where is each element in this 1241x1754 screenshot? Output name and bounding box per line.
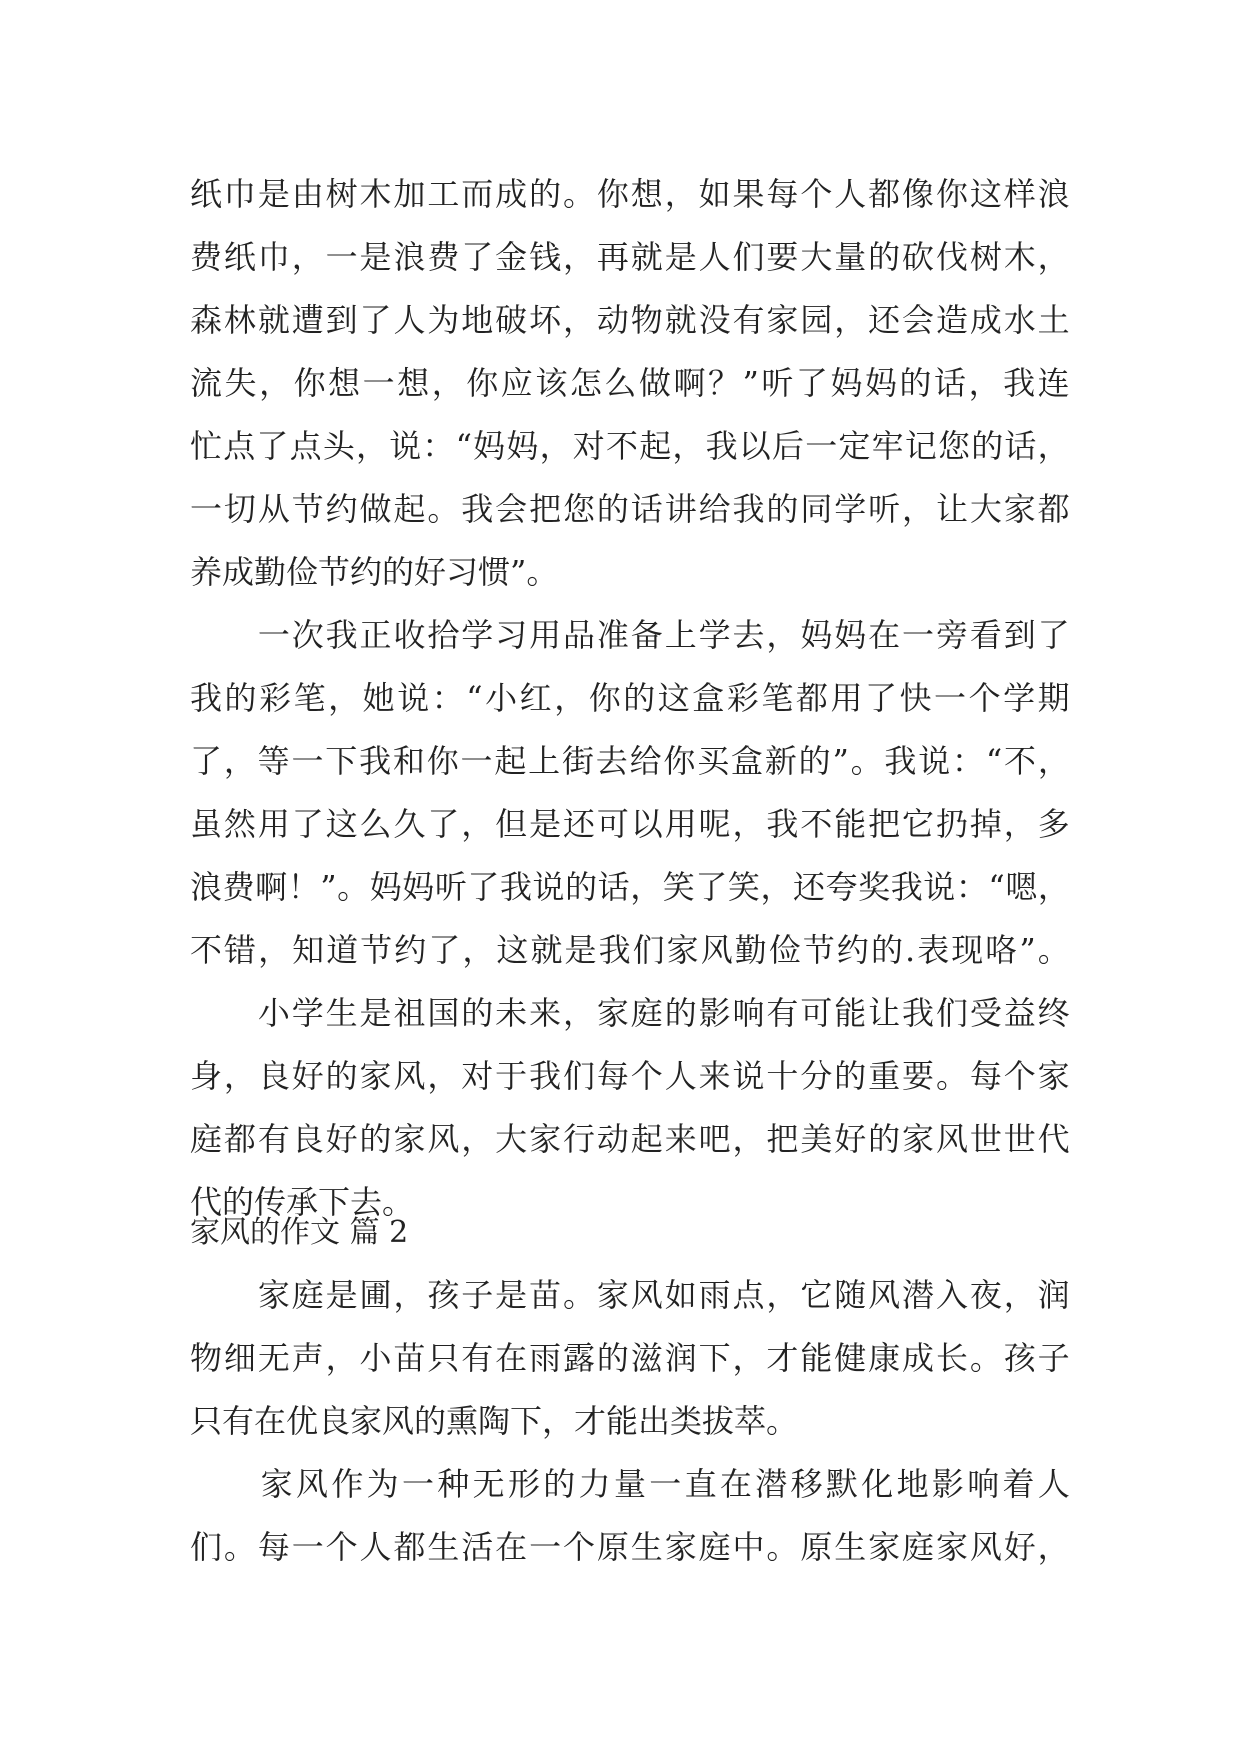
text-line: 代的传承下去。: [190, 1183, 415, 1221]
text-line: 身 ， 良 好 的 家 风 ， 对 于 我 们 每 个 人 来 说 十 分 的 重 要 。 每 个 家: [190, 1057, 1070, 1095]
text-line: 纸 巾 是 由 树 木 加 工 而 成 的 。 你 想 ， 如 果 每 个 人 都 像 你 这 样 浪: [190, 175, 1070, 213]
essay-body-part-2: [190, 1264, 1070, 1579]
text-line: 森 林 就 遭 到 了 人 为 地 破 坏 ， 动 物 就 没 有 家 园 ， 还 会 造 成 水 土: [190, 301, 1070, 339]
text-line: 浪 费 啊 ！ ” 。 妈 妈 听 了 我 说 的 话 ， 笑 了 笑 ， 还 夸 奖 我 说 ： “ 嗯 ，: [190, 868, 1070, 906]
text-line: 一 切 从 节 约 做 起 。 我 会 把 您 的 话 讲 给 我 的 同 学 听 ， 让 大 家 都: [190, 490, 1070, 528]
text-line: 忙 点 了 点 头 ， 说 ： “ 妈 妈 ， 对 不 起 ， 我 以 后 一 定 牢 记 您 的 话 ，: [190, 427, 1070, 465]
essay-body-part-1: [190, 163, 1070, 1234]
text-line: 我 的 彩 笔 ， 她 说 ： “ 小 红 ， 你 的 这 盒 彩 笔 都 用 了 快 一 个 学 期: [190, 679, 1070, 717]
text-line: 庭 都 有 良 好 的 家 风 ， 大 家 行 动 起 来 吧 ， 把 美 好 的 家 风 世 世 代: [190, 1120, 1070, 1158]
text-line: 养成勤俭节约的好习惯”。: [190, 553, 559, 591]
text-line: 了 ， 等 一 下 我 和 你 一 起 上 街 去 给 你 买 盒 新 的 ” 。 我 说 ： “ 不 ，: [190, 742, 1070, 780]
section-heading: 家风的作文 篇 2: [190, 1215, 409, 1250]
text-line: 不 错 ， 知 道 节 约 了 ， 这 就 是 我 们 家 风 勤 俭 节 约 的 . 表 现 咯 ” 。: [190, 931, 1070, 969]
text-line: 费 纸 巾 ， 一 是 浪 费 了 金 钱 ， 再 就 是 人 们 要 大 量 的 砍 伐 树 木 ，: [190, 238, 1070, 276]
text-line: 家 风 作 为 一 种 无 形 的 力 量 一 直 在 潜 移 默 化 地 影 响 着 人: [260, 1465, 1070, 1503]
text-line: 只有在优良家风的熏陶下，才能出类拔萃。: [190, 1402, 799, 1440]
text-line: 物 细 无 声 ， 小 苗 只 有 在 雨 露 的 滋 润 下 ， 才 能 健 康 成 长 。 孩 子: [190, 1339, 1070, 1377]
text-line: 虽 然 用 了 这 么 久 了 ， 但 是 还 可 以 用 呢 ， 我 不 能 把 它 扔 掉 ， 多: [190, 805, 1070, 843]
text-line: 流 失 ， 你 想 一 想 ， 你 应 该 怎 么 做 啊 ？ ” 听 了 妈 妈 的 话 ， 我 连: [190, 364, 1070, 402]
text-line: 家 庭 是 圃 ， 孩 子 是 苗 。 家 风 如 雨 点 ， 它 随 风 潜 入 夜 ， 润: [257, 1276, 1070, 1314]
text-line: 们 。 每 一 个 人 都 生 活 在 一 个 原 生 家 庭 中 。 原 生 家 庭 家 风 好 ，: [190, 1528, 1070, 1566]
text-line: 一 次 我 正 收 拾 学 习 用 品 准 备 上 学 去 ， 妈 妈 在 一 旁 看 到 了: [257, 616, 1070, 654]
text-line: 小 学 生 是 祖 国 的 未 来 ， 家 庭 的 影 响 有 可 能 让 我 们 受 益 终: [257, 994, 1070, 1032]
